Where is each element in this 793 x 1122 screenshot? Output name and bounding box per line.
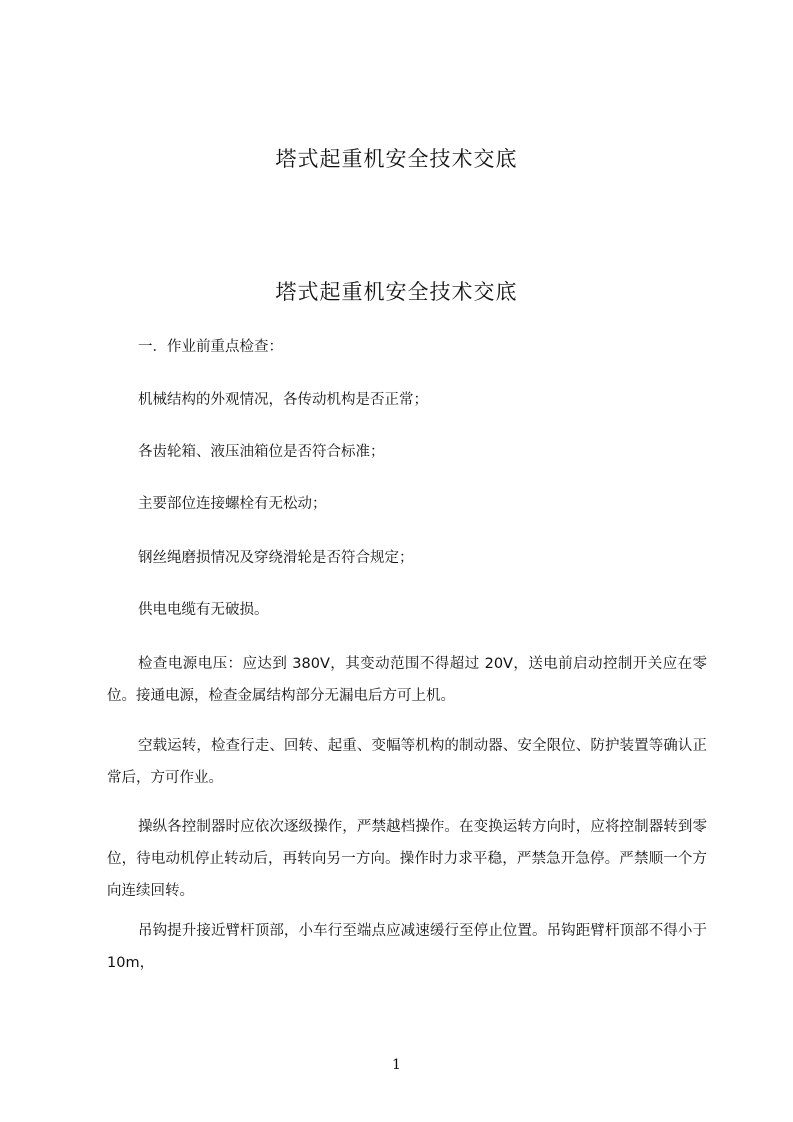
paragraph-power-check: 检查电源电压：应达到 380V，其变动范围不得超过 20V，送电前启动控制开关应在零位。接通电源，检查金属结构部分无漏电后方可上机。 [107, 656, 707, 704]
cover-title: 塔式起重机安全技术交底 [275, 147, 518, 171]
check-item: 供电电缆有无破损。 [138, 602, 269, 618]
check-item: 各齿轮箱、液压油箱位是否符合标准； [138, 444, 385, 460]
section-heading: 一．作业前重点检查： [138, 339, 283, 355]
check-item: 机械结构的外观情况，各传动机构是否正常； [138, 392, 428, 408]
check-item: 主要部位连接螺栓有无松动； [138, 496, 327, 512]
paragraph-hook-limit: 吊钩提升接近臂杆顶部，小车行至端点应减速缓行至停止位置。吊钩距臂杆顶部不得小于 10m， [107, 923, 707, 971]
paragraph-controller-operation: 操纵各控制器时应依次逐级操作，严禁越档操作。在变换运转方向时，应将控制器转到零位，待电动机停止转动后，再转向另一方向。操作时力求平稳，严禁急开急停。严禁顺一个方向连续回转。 [107, 819, 707, 899]
check-item: 钢丝绳磨损情况及穿绕滑轮是否符合规定； [138, 550, 414, 566]
page-number: 1 [392, 1057, 401, 1073]
paragraph-idle-run: 空载运转，检查行走、回转、起重、变幅等机构的制动器、安全限位、防护装置等确认正常后，方可作业。 [107, 738, 707, 786]
document-heading: 塔式起重机安全技术交底 [275, 280, 518, 304]
